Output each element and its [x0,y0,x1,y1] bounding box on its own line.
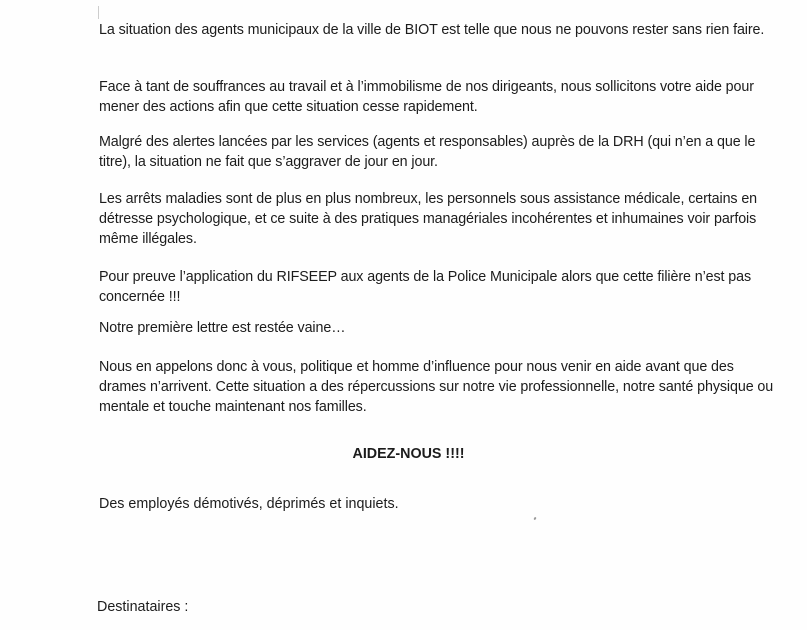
recipients-label: Destinataires : [97,599,189,615]
paragraph-rifseep: Pour preuve l’application du RIFSEEP aux agents de la Police Municipale alors que cette filière n’est pas concernée !!! [99,269,752,305]
paragraph-alerts: Malgré des alertes lancées par les services (agents et responsables) auprès de la DRH (qui n’en a que le titre), la situation ne fait que s’aggraver de jour en jour. [99,134,756,170]
paragraph-request-help: Face à tant de souffrances au travail et à l’immobilisme de nos dirigeants, nous sollicitons votre aide pour mener des actions afin que cette situation cesse rapidement. [99,79,754,115]
paragraph-first-letter: Notre première lettre est restée vaine… [99,320,346,336]
headline-help: AIDEZ-NOUS !!!! [352,446,465,462]
scan-mark [98,6,103,19]
paragraph-appeal: Nous en appelons donc à vous, politique et homme d’influence pour nous venir en aide avant que des drames n’arrivent. Cette situation a des répercussions sur notre vie professionnelle, notre santé physique ou mentale et touche maintenant nos familles. [99,359,774,415]
signature-line: Des employés démotivés, déprimés et inquiets. [99,496,399,512]
paragraph-sick-leave: Les arrêts maladies sont de plus en plus nombreux, les personnels sous assistance médicale, certains en détresse psychologique, et ce suite à des pratiques managériales incohérentes et inhumaines voir parfois même illégales. [99,191,758,247]
paragraph-situation: La situation des agents municipaux de la ville de BIOT est telle que nous ne pouvons rester sans rien faire. [99,22,765,38]
scan-speck [533,517,536,521]
